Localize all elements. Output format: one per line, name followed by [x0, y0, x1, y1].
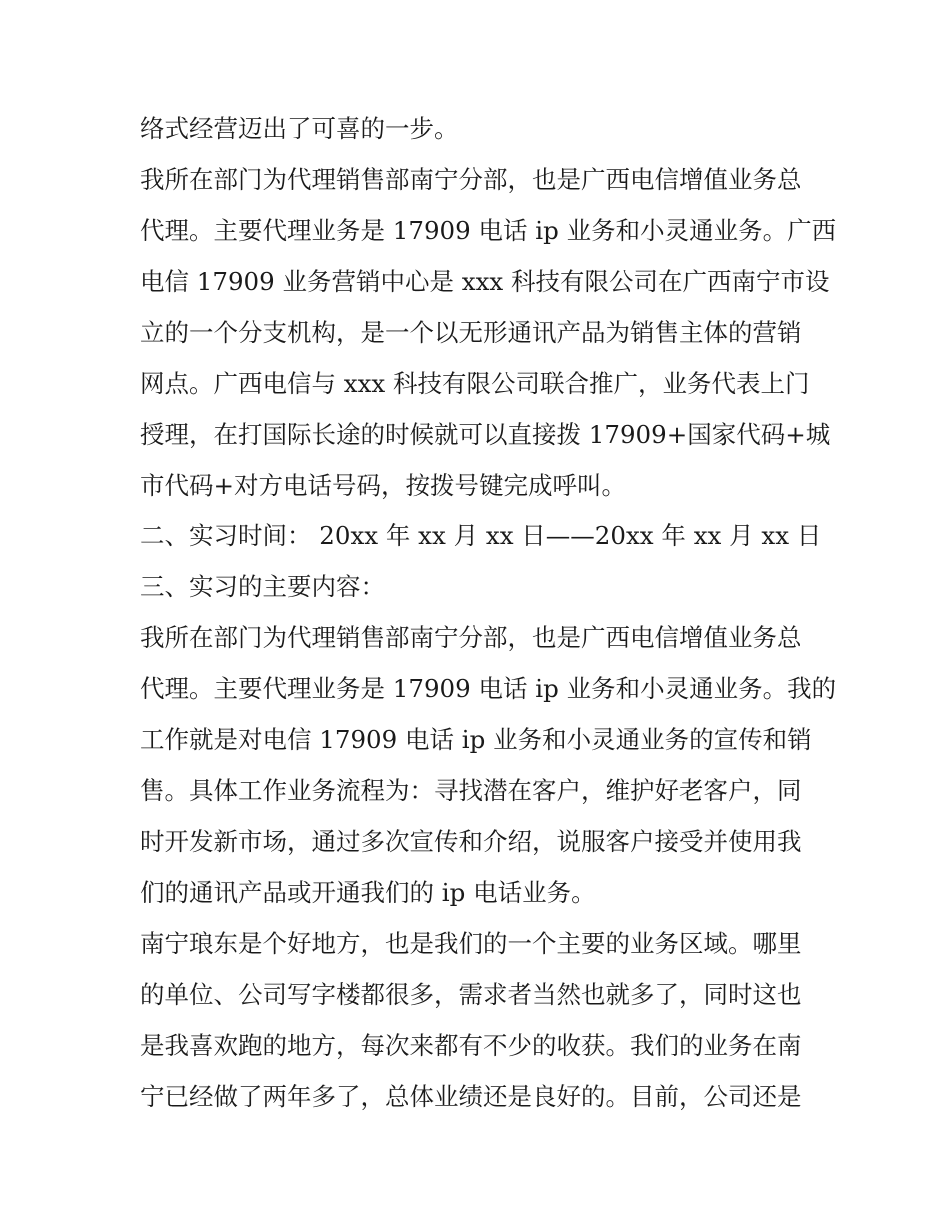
text-line-15: 时开发新市场，通过多次宣传和介绍，说服客户接受并使用我 [140, 827, 802, 856]
text-line-11: 我所在部门为代理销售部南宁分部，也是广西电信增值业务总 [140, 623, 802, 652]
text-line-12: 代理。主要代理业务是 17909 电话 ip 业务和小灵通业务。我的 [140, 674, 837, 703]
section-heading-main-content: 三、实习的主要内容： [140, 572, 385, 601]
text-line-4: 电信 17909 业务营销中心是 xxx 科技有限公司在广西南宁市设 [140, 267, 830, 296]
text-line-7: 授理，在打国际长途的时候就可以直接拨 17909+国家代码+城 [140, 420, 831, 449]
text-line-16: 们的通讯产品或开通我们的 ip 电话业务。 [140, 878, 596, 907]
text-line-19: 是我喜欢跑的地方，每次来都有不少的收获。我们的业务在南 [140, 1031, 802, 1060]
text-line-6: 网点。广西电信与 xxx 科技有限公司联合推广，业务代表上门 [140, 369, 810, 398]
text-line-20: 宁已经做了两年多了，总体业绩还是良好的。目前，公司还是 [140, 1082, 802, 1111]
text-line-5: 立的一个分支机构，是一个以无形通讯产品为销售主体的营销 [140, 318, 802, 347]
text-line-8: 市代码+对方电话号码，按拨号键完成呼叫。 [140, 471, 627, 500]
text-line-18: 的单位、公司写字楼都很多，需求者当然也就多了，同时这也 [140, 980, 802, 1009]
section-heading-internship-time: 二、实习时间： 20xx 年 xx 月 xx 日——20xx 年 xx 月 xx 日 [140, 521, 822, 550]
text-line-3: 代理。主要代理业务是 17909 电话 ip 业务和小灵通业务。广西 [140, 216, 837, 245]
text-line-13: 工作就是对电信 17909 电话 ip 业务和小灵通业务的宣传和销 [140, 725, 812, 754]
text-line-1: 络式经营迈出了可喜的一步。 [140, 114, 459, 143]
text-line-17: 南宁琅东是个好地方，也是我们的一个主要的业务区域。哪里 [140, 929, 802, 958]
text-line-14: 售。具体工作业务流程为：寻找潜在客户，维护好老客户，同 [140, 776, 802, 805]
text-line-2: 我所在部门为代理销售部南宁分部，也是广西电信增值业务总 [140, 165, 802, 194]
